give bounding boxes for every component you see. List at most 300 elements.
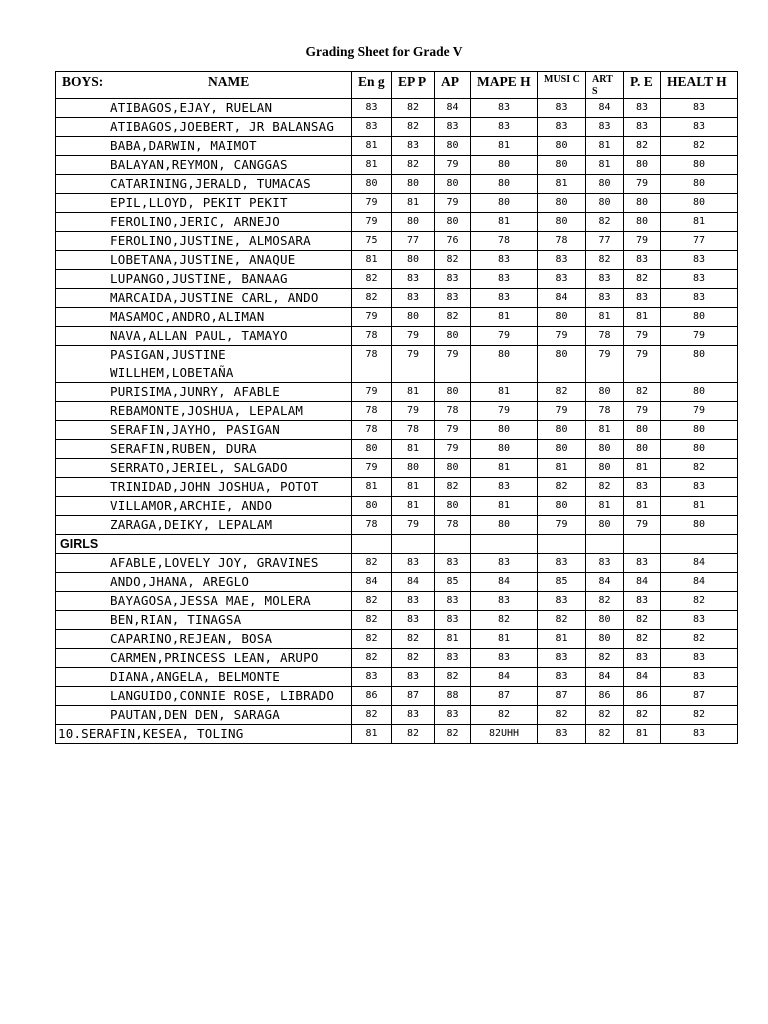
grade-cell: 80 bbox=[538, 308, 586, 327]
empty-cell bbox=[471, 535, 538, 554]
student-name: TRINIDAD,JOHN JOSHUA, POTOT bbox=[56, 478, 352, 497]
grade-cell: 82 bbox=[586, 478, 624, 497]
grade-cell: 80 bbox=[538, 213, 586, 232]
grade-cell: 80 bbox=[624, 156, 661, 175]
student-name: CAPARINO,REJEAN, BOSA bbox=[56, 630, 352, 649]
grade-cell: 82 bbox=[586, 706, 624, 725]
grade-cell: 80 bbox=[661, 194, 738, 213]
boys-label: BOYS: bbox=[62, 74, 104, 89]
empty-cell bbox=[624, 535, 661, 554]
grade-cell: 82 bbox=[624, 611, 661, 630]
grade-cell: 78 bbox=[352, 421, 392, 440]
table-row bbox=[56, 270, 738, 289]
grade-cell: 80 bbox=[586, 611, 624, 630]
table-row bbox=[56, 383, 738, 402]
grade-cell: 80 bbox=[661, 156, 738, 175]
student-name: ZARAGA,DEIKY, LEPALAM bbox=[56, 516, 352, 535]
grade-cell: 82UHH bbox=[471, 725, 538, 744]
subject-header-ap: AP bbox=[435, 72, 471, 99]
student-name: BAYAGOSA,JESSA MAE, MOLERA bbox=[56, 592, 352, 611]
grade-cell: 81 bbox=[352, 137, 392, 156]
table-row bbox=[56, 516, 738, 535]
grade-cell: 85 bbox=[538, 573, 586, 592]
grade-cell: 82 bbox=[661, 630, 738, 649]
grade-cell: 79 bbox=[352, 213, 392, 232]
grade-cell: 80 bbox=[661, 175, 738, 194]
grade-cell: 83 bbox=[435, 611, 471, 630]
student-name: SERAFIN,JAYHO, PASIGAN bbox=[56, 421, 352, 440]
grade-cell: 82 bbox=[624, 630, 661, 649]
grade-cell: 83 bbox=[435, 649, 471, 668]
grade-cell: 82 bbox=[435, 668, 471, 687]
grade-cell: 79 bbox=[538, 402, 586, 421]
grade-cell: 83 bbox=[392, 592, 435, 611]
grade-cell: 79 bbox=[624, 516, 661, 535]
grade-cell: 80 bbox=[352, 497, 392, 516]
grade-cell: 82 bbox=[352, 630, 392, 649]
grade-cell: 80 bbox=[538, 421, 586, 440]
grade-cell: 83 bbox=[538, 118, 586, 137]
grade-cell: 83 bbox=[624, 99, 661, 118]
grade-cell: 79 bbox=[352, 194, 392, 213]
table-row bbox=[56, 611, 738, 630]
grade-cell: 80 bbox=[538, 194, 586, 213]
table-row bbox=[56, 725, 738, 744]
grade-cell: 82 bbox=[435, 251, 471, 270]
grade-cell: 82 bbox=[538, 706, 586, 725]
grade-cell: 78 bbox=[435, 402, 471, 421]
table-row bbox=[56, 440, 738, 459]
grade-cell: 78 bbox=[538, 232, 586, 251]
grade-cell: 81 bbox=[471, 383, 538, 402]
grade-cell: 79 bbox=[435, 156, 471, 175]
student-name: FEROLINO,JERIC, ARNEJO bbox=[56, 213, 352, 232]
student-name: LANGUIDO,CONNIE ROSE, LIBRADO bbox=[56, 687, 352, 706]
grade-cell: 83 bbox=[471, 251, 538, 270]
grade-cell: 80 bbox=[435, 459, 471, 478]
grade-cell: 82 bbox=[392, 725, 435, 744]
grade-cell: 79 bbox=[624, 232, 661, 251]
grade-cell: 80 bbox=[661, 421, 738, 440]
grade-cell: 83 bbox=[392, 611, 435, 630]
grade-cell: 82 bbox=[392, 99, 435, 118]
grades-body bbox=[56, 99, 738, 744]
grade-cell: 79 bbox=[661, 402, 738, 421]
student-name: REBAMONTE,JOSHUA, LEPALAM bbox=[56, 402, 352, 421]
grade-cell: 82 bbox=[586, 213, 624, 232]
grade-cell: 81 bbox=[661, 213, 738, 232]
grade-cell: 83 bbox=[624, 592, 661, 611]
grade-cell: 81 bbox=[392, 497, 435, 516]
grade-cell: 83 bbox=[624, 554, 661, 573]
grade-cell: 79 bbox=[538, 516, 586, 535]
student-name: LOBETANA,JUSTINE, ANAQUE bbox=[56, 251, 352, 270]
student-name: CARMEN,PRINCESS LEAN, ARUPO bbox=[56, 649, 352, 668]
grade-cell: 78 bbox=[471, 232, 538, 251]
grade-cell: 79 bbox=[392, 402, 435, 421]
section-label: GIRLS bbox=[56, 535, 352, 554]
grade-cell: 81 bbox=[392, 440, 435, 459]
grade-cell: 83 bbox=[586, 270, 624, 289]
grade-cell: 81 bbox=[352, 478, 392, 497]
table-row bbox=[56, 668, 738, 687]
grade-cell: 80 bbox=[661, 346, 738, 383]
grade-cell: 82 bbox=[352, 706, 392, 725]
grade-cell: 78 bbox=[352, 346, 392, 383]
grade-cell: 79 bbox=[471, 402, 538, 421]
table-row bbox=[56, 156, 738, 175]
table-row bbox=[56, 706, 738, 725]
student-name: DIANA,ANGELA, BELMONTE bbox=[56, 668, 352, 687]
grade-cell: 82 bbox=[624, 137, 661, 156]
grade-cell: 78 bbox=[352, 327, 392, 346]
grade-cell: 83 bbox=[624, 118, 661, 137]
student-name: FEROLINO,JUSTINE, ALMOSARA bbox=[56, 232, 352, 251]
grade-cell: 81 bbox=[624, 725, 661, 744]
grade-cell: 80 bbox=[471, 516, 538, 535]
table-row bbox=[56, 137, 738, 156]
grade-cell: 81 bbox=[586, 421, 624, 440]
empty-cell bbox=[661, 535, 738, 554]
grade-cell: 79 bbox=[586, 346, 624, 383]
student-name: EPIL,LLOYD, PEKIT PEKIT bbox=[56, 194, 352, 213]
grade-cell: 83 bbox=[661, 725, 738, 744]
table-row bbox=[56, 649, 738, 668]
grade-cell: 84 bbox=[435, 99, 471, 118]
grade-cell: 80 bbox=[624, 194, 661, 213]
grade-cell: 83 bbox=[661, 289, 738, 308]
grade-cell: 77 bbox=[586, 232, 624, 251]
grade-cell: 78 bbox=[352, 516, 392, 535]
grade-cell: 80 bbox=[392, 308, 435, 327]
grade-cell: 82 bbox=[661, 137, 738, 156]
subject-header-pe: P. E bbox=[624, 72, 661, 99]
student-name: SERAFIN,RUBEN, DURA bbox=[56, 440, 352, 459]
grade-cell: 83 bbox=[661, 611, 738, 630]
grade-cell: 88 bbox=[435, 687, 471, 706]
grade-cell: 84 bbox=[471, 668, 538, 687]
grade-cell: 80 bbox=[392, 175, 435, 194]
grade-cell: 77 bbox=[661, 232, 738, 251]
grade-cell: 78 bbox=[352, 402, 392, 421]
grade-cell: 80 bbox=[471, 156, 538, 175]
grade-cell: 87 bbox=[471, 687, 538, 706]
table-row bbox=[56, 554, 738, 573]
grade-cell: 82 bbox=[538, 611, 586, 630]
subject-header-music: MUSI C bbox=[538, 72, 586, 99]
grade-cell: 83 bbox=[538, 554, 586, 573]
table-row bbox=[56, 346, 738, 383]
subject-header-eng: En g bbox=[352, 72, 392, 99]
grade-cell: 82 bbox=[471, 706, 538, 725]
grade-cell: 81 bbox=[661, 497, 738, 516]
table-row bbox=[56, 573, 738, 592]
grade-cell: 83 bbox=[586, 554, 624, 573]
empty-cell bbox=[586, 535, 624, 554]
grade-cell: 83 bbox=[586, 118, 624, 137]
grade-cell: 79 bbox=[435, 194, 471, 213]
grade-cell: 83 bbox=[392, 289, 435, 308]
student-name: CATARINING,JERALD, TUMACAS bbox=[56, 175, 352, 194]
grade-cell: 83 bbox=[471, 592, 538, 611]
grade-cell: 84 bbox=[661, 573, 738, 592]
grade-cell: 83 bbox=[624, 649, 661, 668]
grade-cell: 83 bbox=[471, 118, 538, 137]
grade-cell: 83 bbox=[471, 270, 538, 289]
grade-cell: 79 bbox=[435, 440, 471, 459]
grade-cell: 82 bbox=[352, 592, 392, 611]
grade-cell: 80 bbox=[661, 516, 738, 535]
grade-cell: 83 bbox=[471, 99, 538, 118]
grade-cell: 83 bbox=[538, 99, 586, 118]
grade-cell: 84 bbox=[624, 668, 661, 687]
grade-cell: 83 bbox=[392, 706, 435, 725]
grade-cell: 82 bbox=[586, 725, 624, 744]
grade-cell: 82 bbox=[661, 592, 738, 611]
grade-cell: 82 bbox=[352, 270, 392, 289]
grade-cell: 82 bbox=[624, 383, 661, 402]
grade-cell: 83 bbox=[435, 554, 471, 573]
grade-cell: 82 bbox=[586, 592, 624, 611]
grade-cell: 87 bbox=[392, 687, 435, 706]
table-row bbox=[56, 497, 738, 516]
grade-cell: 86 bbox=[352, 687, 392, 706]
grade-cell: 83 bbox=[538, 270, 586, 289]
table-row bbox=[56, 592, 738, 611]
grade-cell: 81 bbox=[471, 213, 538, 232]
student-name: AFABLE,LOVELY JOY, GRAVINES bbox=[56, 554, 352, 573]
grade-cell: 82 bbox=[352, 611, 392, 630]
table-row bbox=[56, 630, 738, 649]
grade-cell: 82 bbox=[352, 649, 392, 668]
grade-cell: 83 bbox=[586, 289, 624, 308]
grade-cell: 80 bbox=[471, 194, 538, 213]
table-row bbox=[56, 175, 738, 194]
grade-cell: 81 bbox=[392, 194, 435, 213]
header-row bbox=[56, 72, 738, 99]
grade-cell: 82 bbox=[586, 649, 624, 668]
grade-cell: 80 bbox=[435, 137, 471, 156]
grade-cell: 81 bbox=[538, 630, 586, 649]
grade-cell: 83 bbox=[538, 649, 586, 668]
grade-cell: 83 bbox=[352, 118, 392, 137]
grade-cell: 83 bbox=[661, 251, 738, 270]
grade-cell: 80 bbox=[471, 421, 538, 440]
grade-cell: 77 bbox=[392, 232, 435, 251]
subject-header-arts: ART S bbox=[586, 72, 624, 99]
grade-cell: 84 bbox=[392, 573, 435, 592]
grade-cell: 83 bbox=[661, 270, 738, 289]
grade-cell: 86 bbox=[624, 687, 661, 706]
grade-cell: 81 bbox=[471, 459, 538, 478]
grade-cell: 80 bbox=[586, 383, 624, 402]
grade-cell: 82 bbox=[352, 554, 392, 573]
grade-cell: 80 bbox=[435, 327, 471, 346]
student-name: 10.SERAFIN,KESEA, TOLING bbox=[56, 725, 352, 744]
student-name: LUPANGO,JUSTINE, BANAAG bbox=[56, 270, 352, 289]
grade-cell: 80 bbox=[586, 459, 624, 478]
grade-cell: 83 bbox=[661, 668, 738, 687]
name-column-header: NAME bbox=[208, 74, 250, 89]
grade-cell: 80 bbox=[538, 137, 586, 156]
table-row bbox=[56, 327, 738, 346]
grade-cell: 76 bbox=[435, 232, 471, 251]
table-row bbox=[56, 402, 738, 421]
table-row bbox=[56, 232, 738, 251]
grade-cell: 83 bbox=[471, 649, 538, 668]
grade-cell: 82 bbox=[538, 478, 586, 497]
table-row bbox=[56, 118, 738, 137]
grade-cell: 82 bbox=[352, 289, 392, 308]
grade-cell: 83 bbox=[661, 99, 738, 118]
grade-cell: 79 bbox=[352, 308, 392, 327]
grade-cell: 83 bbox=[471, 289, 538, 308]
grade-cell: 83 bbox=[392, 554, 435, 573]
grade-cell: 79 bbox=[538, 327, 586, 346]
table-row bbox=[56, 421, 738, 440]
grade-cell: 75 bbox=[352, 232, 392, 251]
subject-header-health: HEALT H bbox=[661, 72, 738, 99]
grade-cell: 83 bbox=[661, 118, 738, 137]
grade-cell: 80 bbox=[392, 459, 435, 478]
grade-cell: 83 bbox=[471, 554, 538, 573]
grade-cell: 82 bbox=[392, 156, 435, 175]
grade-cell: 79 bbox=[661, 327, 738, 346]
student-name: MARCAIDA,JUSTINE CARL, ANDO bbox=[56, 289, 352, 308]
empty-cell bbox=[538, 535, 586, 554]
grade-cell: 80 bbox=[624, 440, 661, 459]
grade-cell: 81 bbox=[352, 725, 392, 744]
grade-cell: 79 bbox=[624, 402, 661, 421]
grade-cell: 82 bbox=[392, 118, 435, 137]
grade-cell: 78 bbox=[586, 327, 624, 346]
grade-cell: 84 bbox=[586, 573, 624, 592]
student-name: MASAMOC,ANDRO,ALIMAN bbox=[56, 308, 352, 327]
grade-cell: 82 bbox=[435, 725, 471, 744]
grade-cell: 83 bbox=[471, 478, 538, 497]
grade-cell: 83 bbox=[392, 668, 435, 687]
section-row bbox=[56, 535, 738, 554]
student-name: BEN,RIAN, TINAGSA bbox=[56, 611, 352, 630]
grade-cell: 80 bbox=[435, 213, 471, 232]
table-row bbox=[56, 308, 738, 327]
grade-cell: 83 bbox=[392, 137, 435, 156]
grade-cell: 80 bbox=[352, 175, 392, 194]
grade-cell: 82 bbox=[661, 459, 738, 478]
student-name: VILLAMOR,ARCHIE, ANDO bbox=[56, 497, 352, 516]
grade-cell: 81 bbox=[624, 497, 661, 516]
grade-cell: 83 bbox=[435, 118, 471, 137]
grade-cell: 83 bbox=[538, 592, 586, 611]
grade-cell: 83 bbox=[392, 270, 435, 289]
table-row bbox=[56, 194, 738, 213]
grade-cell: 83 bbox=[661, 478, 738, 497]
grade-cell: 78 bbox=[435, 516, 471, 535]
subject-header-epp: EP P bbox=[392, 72, 435, 99]
grade-cell: 80 bbox=[435, 383, 471, 402]
grade-cell: 81 bbox=[352, 251, 392, 270]
grade-cell: 81 bbox=[392, 383, 435, 402]
grade-cell: 82 bbox=[392, 649, 435, 668]
grade-cell: 83 bbox=[538, 251, 586, 270]
grade-cell: 81 bbox=[586, 497, 624, 516]
grade-cell: 81 bbox=[435, 630, 471, 649]
grade-cell: 80 bbox=[661, 308, 738, 327]
grade-cell: 80 bbox=[538, 440, 586, 459]
student-name: PASIGAN,JUSTINE WILLHEM,LOBETAÑA bbox=[56, 346, 352, 383]
table-row bbox=[56, 478, 738, 497]
grade-cell: 79 bbox=[624, 327, 661, 346]
grade-cell: 87 bbox=[538, 687, 586, 706]
grade-cell: 85 bbox=[435, 573, 471, 592]
grade-cell: 83 bbox=[661, 649, 738, 668]
grade-cell: 81 bbox=[586, 137, 624, 156]
student-name: PAUTAN,DEN DEN, SARAGA bbox=[56, 706, 352, 725]
grade-cell: 80 bbox=[538, 497, 586, 516]
grade-cell: 80 bbox=[435, 497, 471, 516]
grade-cell: 81 bbox=[624, 459, 661, 478]
student-name: PURISIMA,JUNRY, AFABLE bbox=[56, 383, 352, 402]
grade-cell: 80 bbox=[586, 440, 624, 459]
grade-cell: 80 bbox=[624, 421, 661, 440]
grade-cell: 79 bbox=[624, 175, 661, 194]
grade-cell: 81 bbox=[392, 478, 435, 497]
grade-cell: 82 bbox=[435, 478, 471, 497]
empty-cell bbox=[352, 535, 392, 554]
grade-cell: 83 bbox=[624, 251, 661, 270]
grade-cell: 81 bbox=[471, 308, 538, 327]
grade-cell: 84 bbox=[586, 99, 624, 118]
grade-cell: 78 bbox=[586, 402, 624, 421]
grade-cell: 79 bbox=[624, 346, 661, 383]
grade-cell: 84 bbox=[538, 289, 586, 308]
grade-cell: 81 bbox=[471, 630, 538, 649]
grade-cell: 79 bbox=[392, 346, 435, 383]
table-row bbox=[56, 213, 738, 232]
grade-cell: 83 bbox=[435, 270, 471, 289]
grade-cell: 84 bbox=[471, 573, 538, 592]
grade-cell: 80 bbox=[661, 440, 738, 459]
grade-cell: 79 bbox=[435, 421, 471, 440]
grade-cell: 84 bbox=[352, 573, 392, 592]
student-name: ATIBAGOS,JOEBERT, JR BALANSAG bbox=[56, 118, 352, 137]
grade-cell: 83 bbox=[435, 289, 471, 308]
grade-cell: 80 bbox=[538, 156, 586, 175]
grade-cell: 82 bbox=[586, 251, 624, 270]
grade-cell: 86 bbox=[586, 687, 624, 706]
grade-cell: 83 bbox=[624, 478, 661, 497]
grade-cell: 79 bbox=[352, 459, 392, 478]
grade-cell: 82 bbox=[471, 611, 538, 630]
page-title: Grading Sheet for Grade V bbox=[305, 44, 463, 59]
grade-cell: 82 bbox=[392, 630, 435, 649]
student-name: ANDO,JHANA, AREGLO bbox=[56, 573, 352, 592]
grade-cell: 82 bbox=[624, 270, 661, 289]
grade-cell: 82 bbox=[661, 706, 738, 725]
grade-cell: 83 bbox=[538, 725, 586, 744]
student-name: ATIBAGOS,EJAY, RUELAN bbox=[56, 99, 352, 118]
grade-cell: 79 bbox=[435, 346, 471, 383]
grade-cell: 80 bbox=[392, 213, 435, 232]
table-row bbox=[56, 289, 738, 308]
grade-cell: 81 bbox=[624, 308, 661, 327]
grade-cell: 80 bbox=[538, 346, 586, 383]
grade-cell: 80 bbox=[352, 440, 392, 459]
grade-cell: 84 bbox=[661, 554, 738, 573]
grade-cell: 79 bbox=[392, 327, 435, 346]
grade-cell: 79 bbox=[392, 516, 435, 535]
grade-cell: 83 bbox=[435, 706, 471, 725]
